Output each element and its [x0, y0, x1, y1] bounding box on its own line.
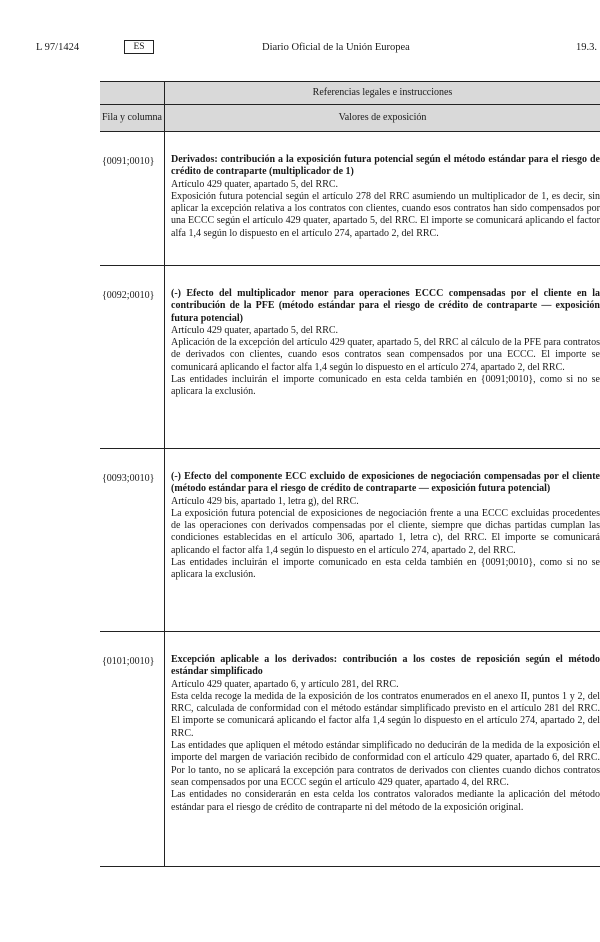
- row-code: {0092;0010}: [100, 266, 165, 449]
- page-reference: L 97/1424: [36, 42, 80, 53]
- row-description: [165, 266, 600, 449]
- row-paragraph: Esta celda recoge la medida de la exposición de los contratos enumerados en el anexo II, puntos 1 y 2, del RRC, calculada de conformidad con el método estándar simplificado previsto en el artículo 281 del RRC. El importe se comunicará aplicando el factor alfa 1,4 según lo dispuesto en el artículo 274, apartado 2, del RRC.: [171, 690, 600, 739]
- row-paragraph: Exposición futura potencial según el artículo 278 del RRC asumiendo un multiplicador de 1, es decir, sin aplicar la excepción relativa a los contratos con clientes, cuando esos contratos han sido compensados por una ECCC según el artículo 429 quater, apartado 5, del RRC. El importe se comunicará aplicando el factor alfa 1,4 según lo dispuesto en el artículo 274, apartado 2, del RRC.: [171, 190, 600, 239]
- row-paragraph: Las entidades incluirán el importe comunicado en esta celda también en {0091;0010}, como si no se aplicara la exclusión.: [171, 374, 600, 398]
- journal-title: Diario Oficial de la Unión Europea: [262, 42, 410, 53]
- page-header: [0, 40, 600, 58]
- table-row: [100, 266, 600, 449]
- header-corner: [100, 82, 165, 105]
- table-row: [100, 132, 600, 266]
- row-code: {0101;0010}: [100, 632, 165, 867]
- row-code: {0091;0010}: [100, 132, 165, 266]
- row-paragraph: Las entidades no considerarán en esta celda los contratos valorados mediante la aplicación del método estándar para el riesgo de crédito de contraparte ni del método de la exposición original.: [171, 789, 600, 813]
- row-paragraph: Las entidades incluirán el importe comunicado en esta celda también en {0091;0010}, como si no se aplicara la exclusión.: [171, 557, 600, 581]
- legal-references-header: Referencias legales e instrucciones: [165, 82, 600, 105]
- row-title: Derivados: contribución a la exposición futura potencial según el método estándar para el riesgo de crédito de contraparte (multiplicador de 1): [171, 154, 600, 178]
- row-paragraph: Artículo 429 quater, apartado 6, y artículo 281, del RRC.: [171, 678, 399, 690]
- row-paragraph: Aplicación de la excepción del artículo 429 quater, apartado 5, del RRC al cálculo de la PFE para contratos de derivados con clientes, cuando esos contratos sean compensados por una ECCC. El importe se comunicará aplicando el factor alfa 1,4 según lo dispuesto en el artículo 274, apartado 2, del RRC.: [171, 337, 600, 373]
- language-badge: ES: [124, 40, 154, 54]
- table-row: [100, 449, 600, 632]
- row-paragraph: Las entidades que apliquen el método estándar simplificado no deducirán de la medida de la exposición el importe del margen de variación recibido de conformidad con el artículo 429 quater, apartado 6, del RRC. Por lo tanto, no se aplicará la excepción para contratos de derivados con clientes cuando dichos contratos sean compensados por una ECCC según el artículo 429 quater, apartado 4, del RRC.: [171, 740, 600, 788]
- row-title: (-) Efecto del componente ECC excluido de exposiciones de negociación compensadas por el cliente (método estándar para el riesgo de crédito de contraparte — exposición futura potencial): [171, 471, 600, 495]
- table-row: [100, 632, 600, 867]
- row-column-header: Fila y columna: [100, 105, 165, 132]
- row-paragraph: Artículo 429 bis, apartado 1, letra g), del RRC.: [171, 495, 359, 507]
- row-description: [165, 132, 600, 266]
- row-paragraph: Artículo 429 quater, apartado 5, del RRC.: [171, 178, 339, 190]
- row-paragraph: La exposición futura potencial de exposiciones de negociación frente a una ECCC excluidas procedentes de las operaciones con derivados compensadas por el cliente, siempre que dichas partidas cumplan las condiciones establecidas en el artículo 306, apartado 1, letra c), del RRC. El importe se comunicará aplicando el factor alfa 1,4 según lo dispuesto en el artículo 274, apartado 2, del RRC.: [171, 507, 600, 556]
- instructions-table: [100, 81, 600, 867]
- exposure-values-header: Valores de exposición: [165, 105, 600, 132]
- row-title: Excepción aplicable a los derivados: contribución a los costes de reposición según el método estándar simplificado: [171, 654, 600, 678]
- row-code: {0093;0010}: [100, 449, 165, 632]
- row-paragraph: Artículo 429 quater, apartado 5, del RRC.: [171, 324, 339, 336]
- row-title: (-) Efecto del multiplicador menor para operaciones ECCC compensadas por el cliente en la contribución de la PFE (método estándar para el riesgo de crédito de contraparte — exposición futura potencial): [171, 288, 600, 324]
- row-description: [165, 632, 600, 867]
- row-description: [165, 449, 600, 632]
- publication-date: 19.3.: [576, 42, 597, 53]
